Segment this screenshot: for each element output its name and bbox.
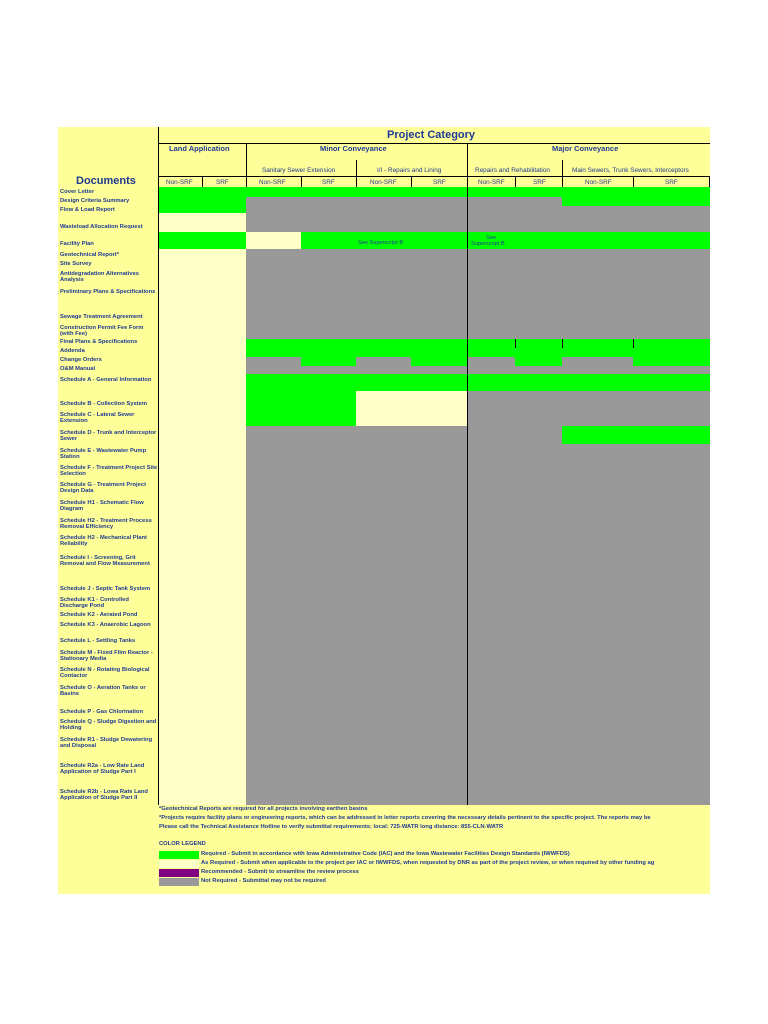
see-superscript-b-note: See Superscript B: [358, 240, 404, 246]
land-app-required-facility-plan: [159, 232, 246, 249]
group-land-application: Land Application: [169, 144, 230, 153]
col-tick-2: [301, 176, 302, 187]
doc-row: Wasteload Allocation Request: [60, 224, 143, 230]
schedule-d-main-sewers-required: [562, 426, 710, 444]
subgroup-sanitary-sewer-extension: Sanitary Sewer Extension: [262, 167, 336, 174]
doc-row: Schedule P - Gas Chlorination: [60, 709, 143, 715]
schedule-b-c-ii-as-required: [356, 391, 467, 426]
legend-label-recommended: Recommended - Submit to streamline the review process: [201, 869, 359, 875]
footnote-facility-plans: *Projects require facility plans or engineering reports, which can be addressed in letter reports covering the necessary details pertinent to the specific project. The reports may be: [159, 815, 651, 821]
footnote-geotechnical: *Geotechnical Reports are required for all projects involving earthen basins: [159, 806, 368, 812]
legend-swatch-required: [159, 851, 199, 859]
footnote-hotline: Please call the Technical Assistance Hotline to verify submittal requirements; local: 725-WATR long distance: 855-CLN-WATR: [159, 824, 504, 830]
doc-row: Schedule M - Fixed Film Reactor - Stationary Media: [60, 650, 153, 663]
doc-row: Schedule R2b - Lowa Rate Land Application of Sludge Part II: [60, 789, 148, 802]
col-tick-4: [515, 176, 516, 187]
doc-row: Schedule B - Collection System: [60, 401, 147, 407]
legend-label-not-required: Not Required - Submittal may not be required: [201, 878, 326, 884]
col-label-10: SRF: [665, 179, 678, 186]
minor-major-divider: [467, 143, 468, 805]
col-tick-3: [411, 176, 412, 187]
col-label-2: SRF: [216, 179, 229, 186]
doc-row: Schedule R2a - Low Rate Land Application of Sludge Part I: [60, 763, 145, 776]
doc-row: Schedule E - Wastewater Pump Station: [60, 448, 147, 461]
col-label-3: Non-SRF: [259, 179, 286, 186]
col-label-1: Non-SRF: [166, 179, 193, 186]
see-superscript-b-note-2a: See: [486, 235, 496, 241]
subgroup-repairs-rehabilitation: Repairs and Rehabilitation: [475, 167, 550, 174]
col-label-5: Non-SRF: [370, 179, 397, 186]
legend-label-as-required: As Required - Submit when applicable to the project per IAC or IWWFDS, when requested by DNR as part of the project review, or when required by other funding ag: [201, 860, 655, 866]
col-label-9: Non-SRF: [585, 179, 612, 186]
legend-swatch-not-required: [159, 878, 199, 886]
doc-row: Schedule G - Treatment Project Design Data: [60, 482, 147, 495]
doc-row: Schedule A - General Information: [60, 377, 152, 383]
doc-row: Schedule I - Screening, Grit Removal and Flow Measurement: [60, 555, 150, 568]
schedule-a-required-row: [246, 374, 710, 391]
legend-label-required: Required - Submit in accordance with Iowa Administrative Code (IAC) and the Iowa Wastewater Facilities Design Standards (IWWFDS): [201, 851, 570, 857]
doc-row: Schedule C - Lateral Sewer Extension: [60, 412, 135, 425]
change-orders-srf-4: [633, 357, 710, 366]
land-app-divider: [246, 143, 247, 187]
col-tick-1: [202, 176, 203, 187]
group-major-conveyance: Major Conveyance: [552, 144, 619, 153]
doc-row: Preliminary Plans & Specifications: [60, 289, 156, 295]
project-category-title: Project Category: [387, 129, 476, 141]
change-orders-srf-3: [515, 357, 562, 366]
addenda-tick-3: [633, 339, 634, 348]
col-tick-6: [709, 176, 710, 187]
documents-column-divider: [158, 127, 159, 805]
doc-row: Antidegradation Alternatives Analysis: [60, 271, 140, 284]
addenda-tick-2: [562, 339, 563, 348]
conveyance-not-required-block: [246, 187, 710, 805]
doc-row: Cover Letter: [60, 189, 95, 195]
col-label-6: SRF: [433, 179, 446, 186]
doc-row: Design Criteria Summary: [60, 198, 130, 204]
doc-row: Schedule H1 - Schematic Flow Diagram: [60, 500, 144, 513]
minor-sub-divider: [356, 160, 357, 187]
doc-row: Final Plans & Specifications: [60, 339, 138, 345]
land-app-required-rows-1: [159, 187, 246, 213]
col-label-8: SRF: [533, 179, 546, 186]
addenda-tick-1: [515, 339, 516, 348]
doc-row: Schedule R1 - Sludge Dewatering and Disposal: [60, 737, 153, 750]
group-minor-conveyance: Minor Conveyance: [320, 144, 387, 153]
doc-row: Schedule K2 - Aerated Pond: [60, 612, 138, 618]
schedule-b-c-minor-required: [246, 391, 356, 426]
doc-row: Schedule K1 - Controlled Discharge Pond: [60, 597, 129, 610]
cover-letter-required-row: [246, 187, 710, 197]
main-sewers-design-criteria-required: [562, 197, 710, 206]
doc-row: Construction Permit Fee Form (with Fee): [60, 325, 144, 338]
doc-row: Schedule J - Septic Tank System: [60, 586, 151, 592]
major-sub-divider: [562, 160, 563, 187]
doc-row: O&M Manual: [60, 366, 96, 372]
documents-label: Documents: [76, 175, 136, 187]
subgroup-ii-repairs-lining: I/I - Repairs and Lining: [377, 167, 442, 174]
final-plans-required-row: [246, 339, 710, 357]
doc-row: Schedule L - Settling Tanks: [60, 638, 136, 644]
doc-row: Flow & Load Report: [60, 207, 115, 213]
change-orders-srf-1: [301, 357, 356, 366]
doc-row: Schedule D - Trunk and Interceptor Sewer: [60, 430, 157, 443]
doc-row: Facility Plan: [60, 241, 94, 247]
col-tick-5: [633, 176, 634, 187]
doc-row: Geotechnical Report*: [60, 252, 119, 258]
legend-swatch-recommended: [159, 869, 199, 877]
see-superscript-b-note-2b: Superscript B: [471, 241, 505, 247]
col-label-7: Non-SRF: [478, 179, 505, 186]
doc-row: Schedule K3 - Anaerobic Lagoon: [60, 622, 151, 628]
doc-row: Change Orders: [60, 357, 102, 363]
doc-row: Schedule Q - Sludge Digestion and Holding: [60, 719, 157, 732]
doc-row: Schedule N - Rotating Biological Contactor: [60, 667, 150, 680]
subgroup-main-sewers: Main Sewers, Trunk Sewers, Interceptors: [572, 167, 689, 174]
doc-row: Site Survey: [60, 261, 92, 267]
legend-title: COLOR LEGEND: [159, 841, 206, 847]
doc-row: Sewage Treatment Agreement: [60, 314, 143, 320]
land-application-as-required-block: [159, 187, 246, 805]
col-label-4: SRF: [322, 179, 335, 186]
change-orders-srf-2: [411, 357, 467, 366]
legend-swatch-as-required: [159, 860, 199, 868]
doc-row: Schedule O - Aeration Tanks or Basins: [60, 685, 146, 698]
header-rule: [158, 143, 710, 144]
doc-row: Schedule H2 - Mechanical Plant Reliability: [60, 535, 147, 548]
doc-row: Schedule H2 - Treatment Process Removal Efficiency: [60, 518, 152, 531]
doc-row: Schedule F - Treatment Project Site Selection: [60, 465, 158, 478]
sanitary-non-srf-facility-plan-as-required: [246, 232, 301, 249]
doc-row: Addenda: [60, 348, 85, 354]
column-header-rule: [158, 176, 710, 177]
